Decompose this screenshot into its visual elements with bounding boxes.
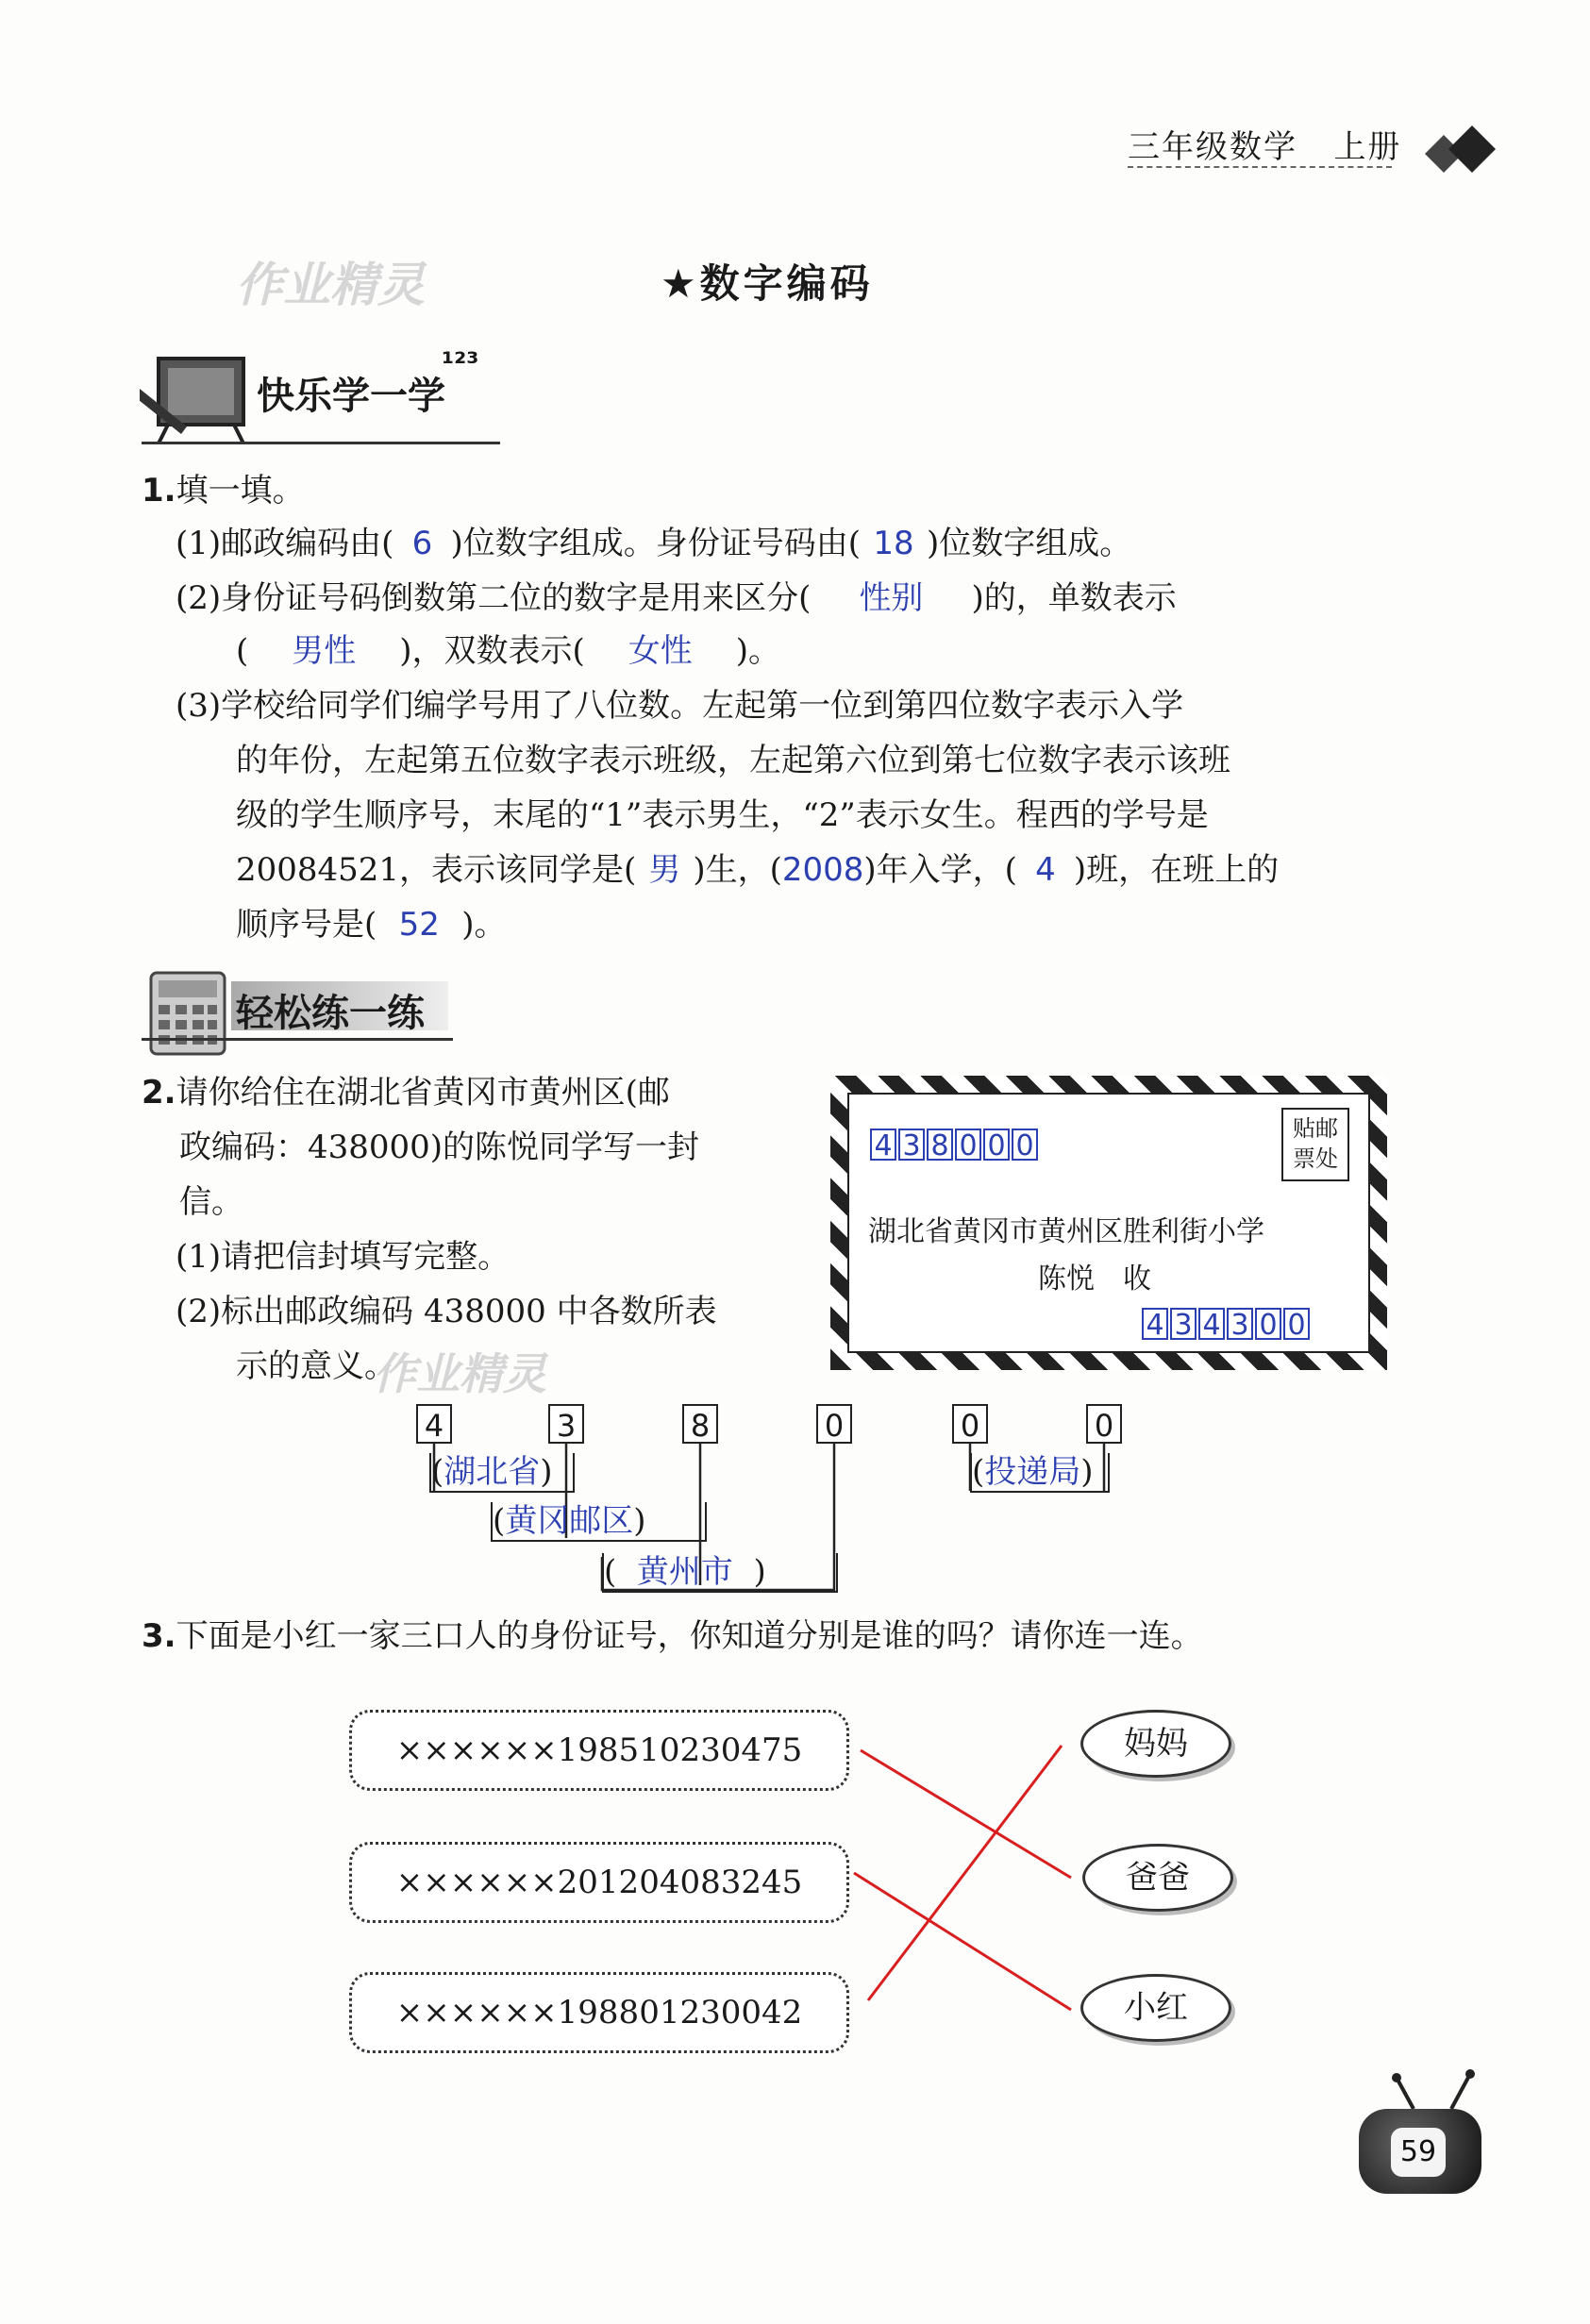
code-digit-box: 0 (952, 1404, 988, 1444)
q2-line3: 信。 (179, 1183, 243, 1221)
meaning-postal-area: (黄冈邮区) (491, 1502, 707, 1542)
answer-seat: 52 (398, 906, 440, 944)
book-name: 三年级数学 (1128, 128, 1297, 166)
postcode-digit: 4 (1198, 1308, 1225, 1340)
page-number: 59 (1391, 2128, 1446, 2177)
postcode-digit: 0 (1255, 1308, 1281, 1340)
answer-digits-id: 18 (873, 525, 914, 562)
code-digit-box: 8 (682, 1404, 718, 1444)
postcode-digit: 0 (1283, 1308, 1310, 1340)
postcode-digit: 4 (1142, 1308, 1168, 1340)
answer-sex: 男 (648, 851, 681, 889)
q1-part1: (1)邮政编码由( 6 )位数字组成。身份证号码由( 18 )位数字组成。 (176, 517, 1131, 570)
answer-year: 2008 (781, 851, 864, 889)
postcode-digit: 3 (1170, 1308, 1197, 1340)
person-xiaohong: 小红 (1080, 1974, 1231, 2042)
q1-part3-line4: 20084521，表示该同学是( 男 )生，(2008)年入学，( 4 )班，在班上的 (236, 844, 1279, 896)
q1-part2-cont: ( 男性 )，双数表示( 女性 )。 (236, 625, 780, 677)
postcode-digit: 0 (955, 1129, 981, 1161)
section-heading-practice: 轻松练一练 (236, 992, 425, 1035)
q2-part1: (1)请把信封填写完整。 (176, 1238, 510, 1276)
q1-part3-line3: 级的学生顺序号，末尾的“1”表示男生，“2”表示女生。程西的学号是 (236, 796, 1209, 834)
meaning-city: ( 黄州市 ) (602, 1553, 838, 1593)
q2-part2: (2)标出邮政编码 438000 中各数所表 (176, 1293, 717, 1330)
id-number-card: ××××××198801230042 (349, 1972, 849, 2053)
q3-text: 下面是小红一家三口人的身份证号，你知道分别是谁的吗？请你连一连。 (176, 1617, 1203, 1655)
watermark-2: 作业精灵 (373, 1348, 546, 1399)
page-title: ★数字编码 (661, 260, 874, 307)
envelope-recipient: 陈悦 收 (1038, 1262, 1151, 1296)
answer-digits-postal: 6 (411, 525, 433, 562)
postcode-digit: 8 (927, 1129, 953, 1161)
answer-class: 4 (1035, 851, 1056, 889)
q1-number: 1. (142, 472, 176, 510)
q3-number: 3. (142, 1617, 176, 1655)
tv-antenna-icon (1385, 2066, 1489, 2114)
code-digit-box: 0 (1086, 1404, 1122, 1444)
answer-even: 女性 (628, 632, 693, 670)
meaning-delivery-office: (投递局) (970, 1453, 1110, 1493)
q2-part2-cont: 示的意义。 (236, 1347, 396, 1385)
person-dad: 爸爸 (1082, 1844, 1233, 1912)
match-line-dad (861, 1750, 1071, 1878)
code-digit-box: 3 (548, 1404, 584, 1444)
match-line-mom (868, 1746, 1062, 2000)
postcode-digit: 3 (1227, 1308, 1253, 1340)
section-heading-learn: 快乐学一学 (257, 375, 445, 418)
answer-odd: 男性 (292, 632, 357, 670)
postcode-digit: 0 (983, 1129, 1010, 1161)
page-number-badge (1359, 2109, 1481, 2194)
person-mom: 妈妈 (1080, 1710, 1231, 1778)
stamp-box: 贴邮 票处 (1281, 1108, 1349, 1181)
q1-part3-line5: 顺序号是( 52 )。 (236, 898, 507, 951)
book-volume: 上册 (1333, 128, 1402, 166)
match-line-xiaohong (854, 1873, 1071, 2010)
q1-part3-line2: 的年份，左起第五位数字表示班级，左起第六位到第七位数字表示该班 (236, 742, 1230, 779)
id-number-card: ××××××201204083245 (349, 1842, 849, 1923)
q2-number: 2. (142, 1074, 176, 1112)
q1-part3-line1: (3)学校给同学们编学号用了八位数。左起第一位到第四位数字表示入学 (176, 687, 1184, 725)
meaning-province: (湖北省) (429, 1453, 575, 1493)
numbers-decoration: ¹²³ (442, 347, 479, 380)
envelope-address: 湖北省黄冈市黄州区胜利街小学 (868, 1215, 1264, 1248)
code-digit-box: 0 (816, 1404, 852, 1444)
q2-line1: 请你给住在湖北省黄冈市黄州区(邮 (176, 1074, 670, 1112)
id-number-card: ××××××198510230475 (349, 1710, 849, 1791)
answer-gender: 性别 (859, 579, 924, 617)
q1-text: 填一填。 (176, 472, 305, 510)
watermark: 作业精灵 (236, 258, 425, 312)
postcode-digit: 0 (1012, 1129, 1038, 1161)
postcode-digit: 4 (870, 1129, 896, 1161)
q1-part2: (2)身份证号码倒数第二位的数字是用来区分( 性别 )的，单数表示 (176, 572, 1177, 625)
q2-line2: 政编码：438000)的陈悦同学写一封 (179, 1129, 700, 1166)
code-digit-box: 4 (416, 1404, 452, 1444)
postcode-digit: 3 (898, 1129, 925, 1161)
